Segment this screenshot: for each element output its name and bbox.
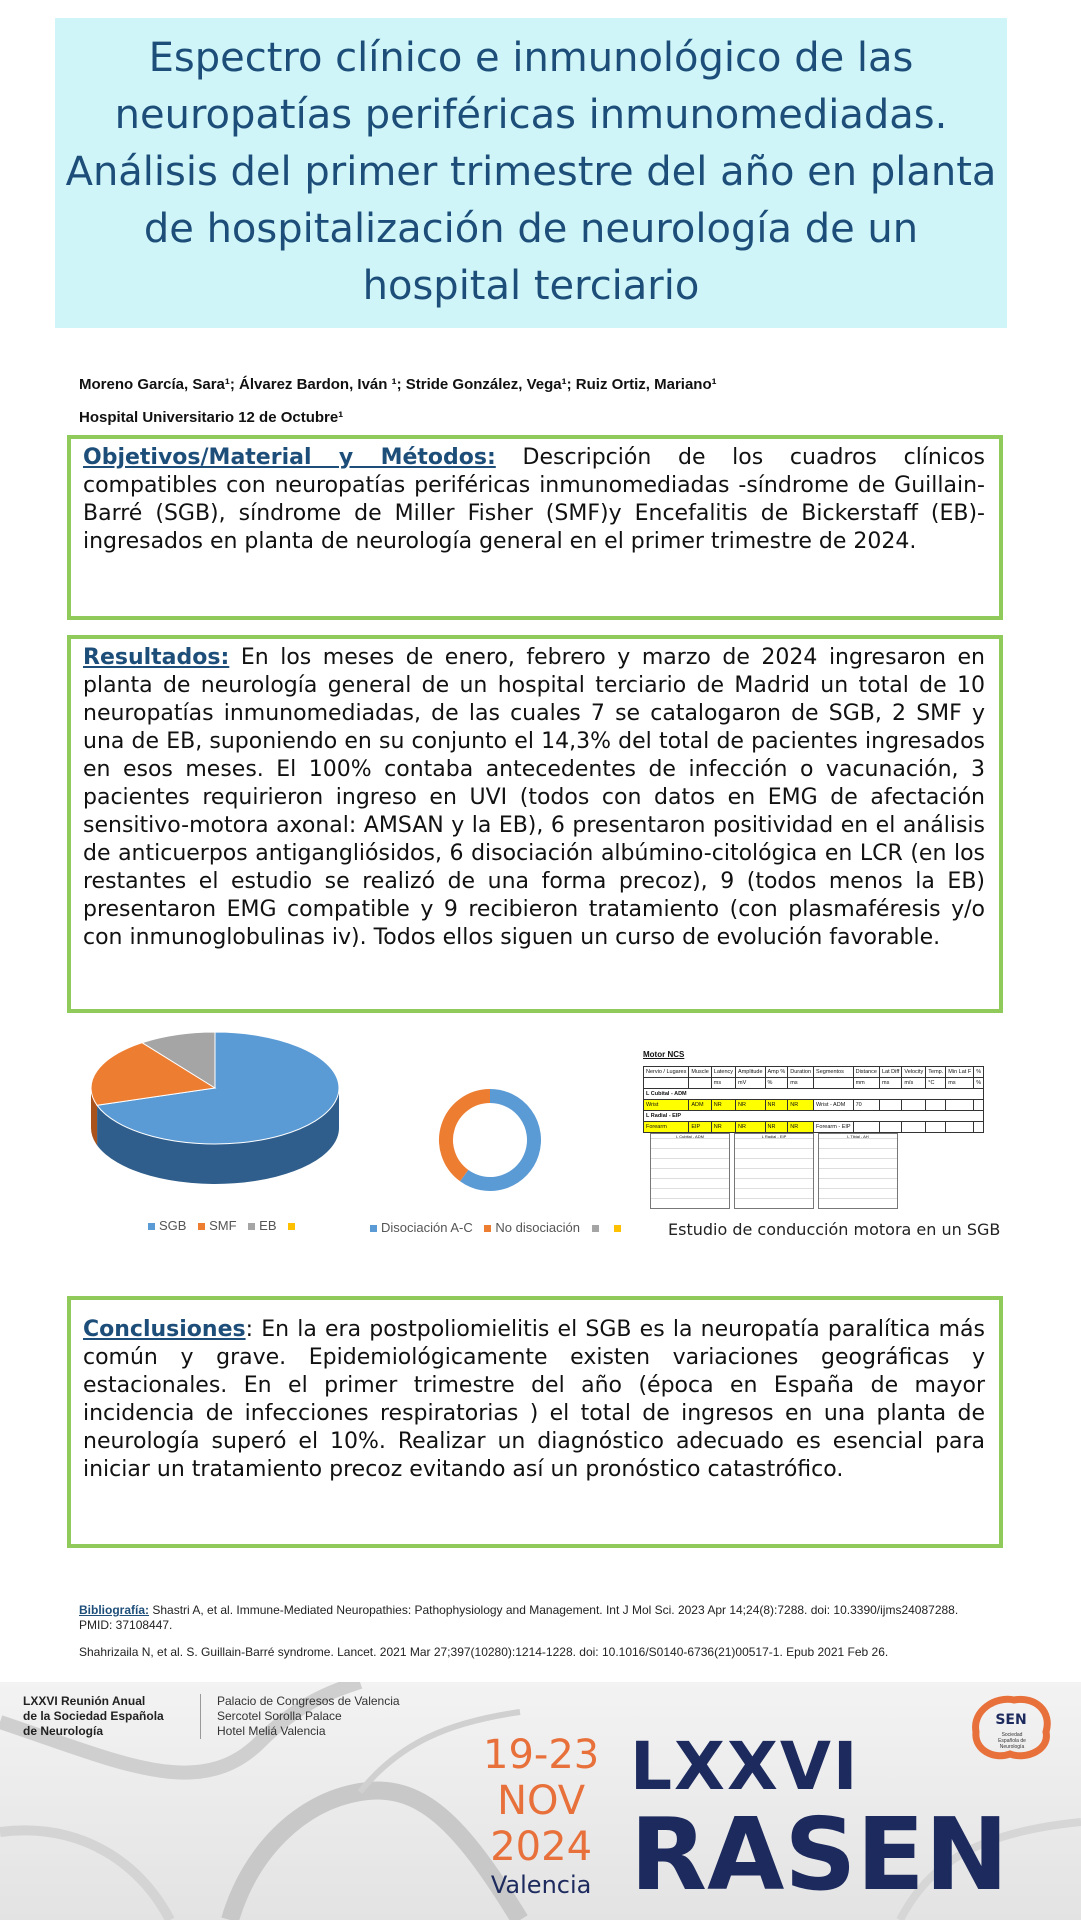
ncs-table: Nervio / Lugares Muscle Latency Amplitude Amp % Duration Segmentos Distance Lat Diff Velocity Temp. Min Lat F % ms mV % ms mm ms m/s °C ms % L Cubital - ADM Wrist ADM NR NR NR NR Wrist - ADM 70 L Radial - EIP Forearm EIP NR NR NR NR Forearm - EIP — [643, 1066, 984, 1133]
ncs-header: Amplitude — [736, 1067, 765, 1078]
legend-swatch — [198, 1223, 205, 1230]
ncs-header: Temp. — [926, 1067, 946, 1078]
conclusiones-box — [67, 1296, 1003, 1548]
ncs-header: Nervio / Lugares — [644, 1067, 689, 1078]
ncs-header: Duration — [788, 1067, 814, 1078]
ncs-header: % — [974, 1067, 984, 1078]
ncs-trace-2: L Radial - EIP — [734, 1133, 814, 1209]
ncs-title: Motor NCS — [643, 1050, 685, 1059]
poster-title: Espectro clínico e inmunológico de las neuropatías periféricas inmunomediadas. Análisis del primer trimestre del año en planta de hospitalización de neurología de un hospital terciario — [65, 35, 997, 309]
ncs-header: Min Lat F — [946, 1067, 974, 1078]
legend-label: EB — [259, 1218, 277, 1233]
reference-2: Shahrizaila N, et al. S. Guillain-Barré syndrome. Lancet. 2021 Mar 27;397(10280):1214-1228. doi: 10.1016/S0140-6736(21)00517-1. Epub 2021 Feb 26. — [79, 1645, 889, 1659]
congress-banner — [0, 1682, 1081, 1920]
banner-event: RASEN — [630, 1796, 1009, 1913]
ncs-header: Lat Diff — [880, 1067, 902, 1078]
affiliation: Hospital Universitario 12 de Octubre¹ — [79, 409, 344, 426]
ncs-section: L Radial - EIP — [644, 1111, 984, 1122]
ncs-caption: Estudio de conducción motora en un SGB — [668, 1220, 1001, 1239]
resultados-box — [67, 635, 1003, 1013]
sen-logo-subtitle: Sociedad Española de Neurología — [998, 1732, 1026, 1750]
legend-label: Disociación A-C — [381, 1220, 473, 1235]
ncs-trace-3: L Tibial - AH — [818, 1133, 898, 1209]
ncs-header: Amp % — [765, 1067, 788, 1078]
legend-swatch — [370, 1225, 377, 1232]
objetivos-heading: Objetivos/Material y Métodos: — [83, 445, 496, 470]
banner-dates: 19-23 NOV 2024 Valencia — [483, 1732, 600, 1899]
donut-segment-0 — [464, 1096, 534, 1184]
objetivos-box — [67, 435, 1003, 620]
reference-1: Bibliografía: Shastri A, et al. Immune-Mediated Neuropathies: Pathophysiology and Management. Int J Mol Sci. 2023 Apr 14;24(8):7288. doi: 10.3390/ijms24087288. PMID: 37108447. — [79, 1603, 959, 1632]
ncs-header: Distance — [853, 1067, 879, 1078]
bibliografia-label: Bibliografía: — [79, 1603, 150, 1617]
banner-venue: Palacio de Congresos de Valencia Sercotel Sorolla Palace Hotel Meliá Valencia — [200, 1694, 400, 1739]
legend-swatch — [148, 1223, 155, 1230]
legend-label: SMF — [209, 1218, 237, 1233]
banner-edition: LXXVI — [630, 1728, 860, 1805]
pie-chart-diagnosis — [85, 1030, 345, 1200]
resultados-heading: Resultados: — [83, 645, 230, 670]
ncs-header: Segmentos — [814, 1067, 854, 1078]
legend-swatch — [288, 1223, 295, 1230]
donut-chart-lcr — [430, 1080, 550, 1200]
donut-segment-1 — [446, 1096, 490, 1176]
ncs-header: Latency — [711, 1067, 735, 1078]
legend-swatch — [484, 1225, 491, 1232]
legend-swatch — [248, 1223, 255, 1230]
legend-swatch — [614, 1225, 621, 1232]
ncs-header: Muscle — [689, 1067, 711, 1078]
authors: Moreno García, Sara¹; Álvarez Bardon, Iván ¹; Stride González, Vega¹; Ruiz Ortiz, Mariano¹ — [79, 376, 717, 393]
legend-swatch — [592, 1225, 599, 1232]
sen-logo-text: SEN — [995, 1712, 1027, 1728]
conclusiones-heading: Conclusiones — [83, 1317, 246, 1342]
legend-label: SGB — [159, 1218, 187, 1233]
pie1-legend — [140, 1218, 299, 1233]
banner-org: LXXVI Reunión Anual de la Sociedad Española de Neurología — [23, 1694, 164, 1738]
resultados-text: En los meses de enero, febrero y marzo de 2024 ingresaron en planta de neurología general de un hospital terciario de Madrid un total de 10 neuropatías inmunomediadas, de las cuales 7 se catalogaron de SGB, 2 SMF y una de EB, suponiendo en su conjunto el 14,3% del total de pacientes ingresados en esos meses. El 100% contaba antecedentes de infección o vacunación, 3 pacientes requirieron ingreso en UVI (todos con datos en EMG de afectación sensitivo-motora axonal: AMSAN y la EB), 6 presentaron positividad en el análisis de anticuerpos antigangliósidos, 6 disociación albúmino-citológica en LCR (en los restantes el estudio se realizó de una forma precoz), 9 (todos menos la EB) presentaron EMG compatible y 9 recibieron tratamiento (con plasmaféresis y/o con inmunoglobulinas iv). Todos ellos siguen un curso de evolución favorable. — [83, 645, 985, 950]
objetivos-text: Descripción de los cuadros clínicos compatibles con neuropatías periféricas inmunomediadas -síndrome de Guillain-Barré (SGB), síndrome de Miller Fisher (SMF)y Encefalitis de Bickerstaff (EB)- ingresados en planta de neurología general en el primer trimestre de 2024. — [83, 445, 985, 554]
ncs-section: L Cubital - ADM — [644, 1089, 984, 1100]
sen-logo-icon — [966, 1692, 1056, 1764]
ncs-header: Velocity — [902, 1067, 926, 1078]
legend-label: No disociación — [495, 1220, 580, 1235]
donut-legend — [362, 1220, 625, 1235]
conclusiones-text: : En la era postpoliomielitis el SGB es la neuropatía paralítica más común y grave. Epidemiológicamente existen variaciones geográficas y estacionales. En el primer trimestre del año (época en España de mayor incidencia de infecciones respiratorias ) el total de ingresos en una planta de neurología superó el 10%. Realizar un diagnóstico adecuado es esencial para iniciar un tratamiento precoz evitando así un pronóstico catastrófico. — [83, 1317, 985, 1482]
ncs-trace-1: L Cubital - ADM — [650, 1133, 730, 1209]
